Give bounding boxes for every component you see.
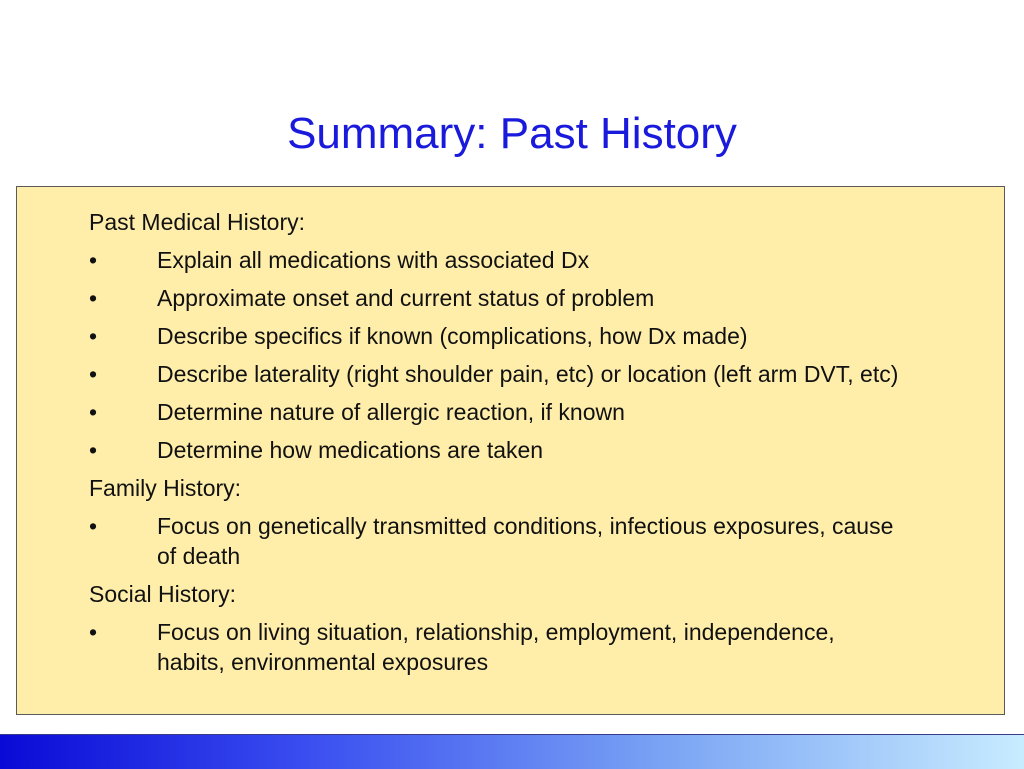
bullet-icon: • [89,361,98,387]
list-item [89,245,899,275]
bullet-icon: • [89,247,98,273]
list-item-text: Determine how medications are taken [157,437,544,463]
list-item [89,435,899,465]
section-heading-family: Family History: [89,475,242,501]
bullet-icon: • [89,399,98,425]
list-item-text: Focus on living situation, relationship, employment, independence, habits, environmental exposures [157,619,835,675]
social-history-list [89,617,899,677]
bullet-icon: • [89,285,98,311]
list-item [89,511,899,571]
bullet-icon: • [89,619,98,645]
list-item [89,617,899,677]
list-item [89,397,899,427]
section-heading-past-medical: Past Medical History: [89,209,306,235]
bullet-icon: • [89,437,98,463]
family-history-list [89,511,899,571]
slide-title: Summary: Past History [287,109,737,158]
list-item [89,321,899,351]
list-item-text: Describe specifics if known (complications, how Dx made) [157,323,748,349]
list-item [89,283,899,313]
list-item-text: Focus on genetically transmitted conditions, infectious exposures, cause of death [157,513,894,569]
list-item-text: Describe laterality (right shoulder pain, etc) or location (left arm DVT, etc) [157,361,899,387]
bullet-icon: • [89,513,98,539]
content-area [89,207,899,685]
content-box [16,186,1005,715]
list-item-text: Explain all medications with associated Dx [157,247,590,273]
section-heading-social: Social History: [89,581,236,607]
list-item-text: Approximate onset and current status of problem [157,285,655,311]
footer-gradient-bar [0,734,1024,769]
list-item-text: Determine nature of allergic reaction, if known [157,399,625,425]
past-medical-list [89,245,899,465]
list-item [89,359,899,389]
bullet-icon: • [89,323,98,349]
